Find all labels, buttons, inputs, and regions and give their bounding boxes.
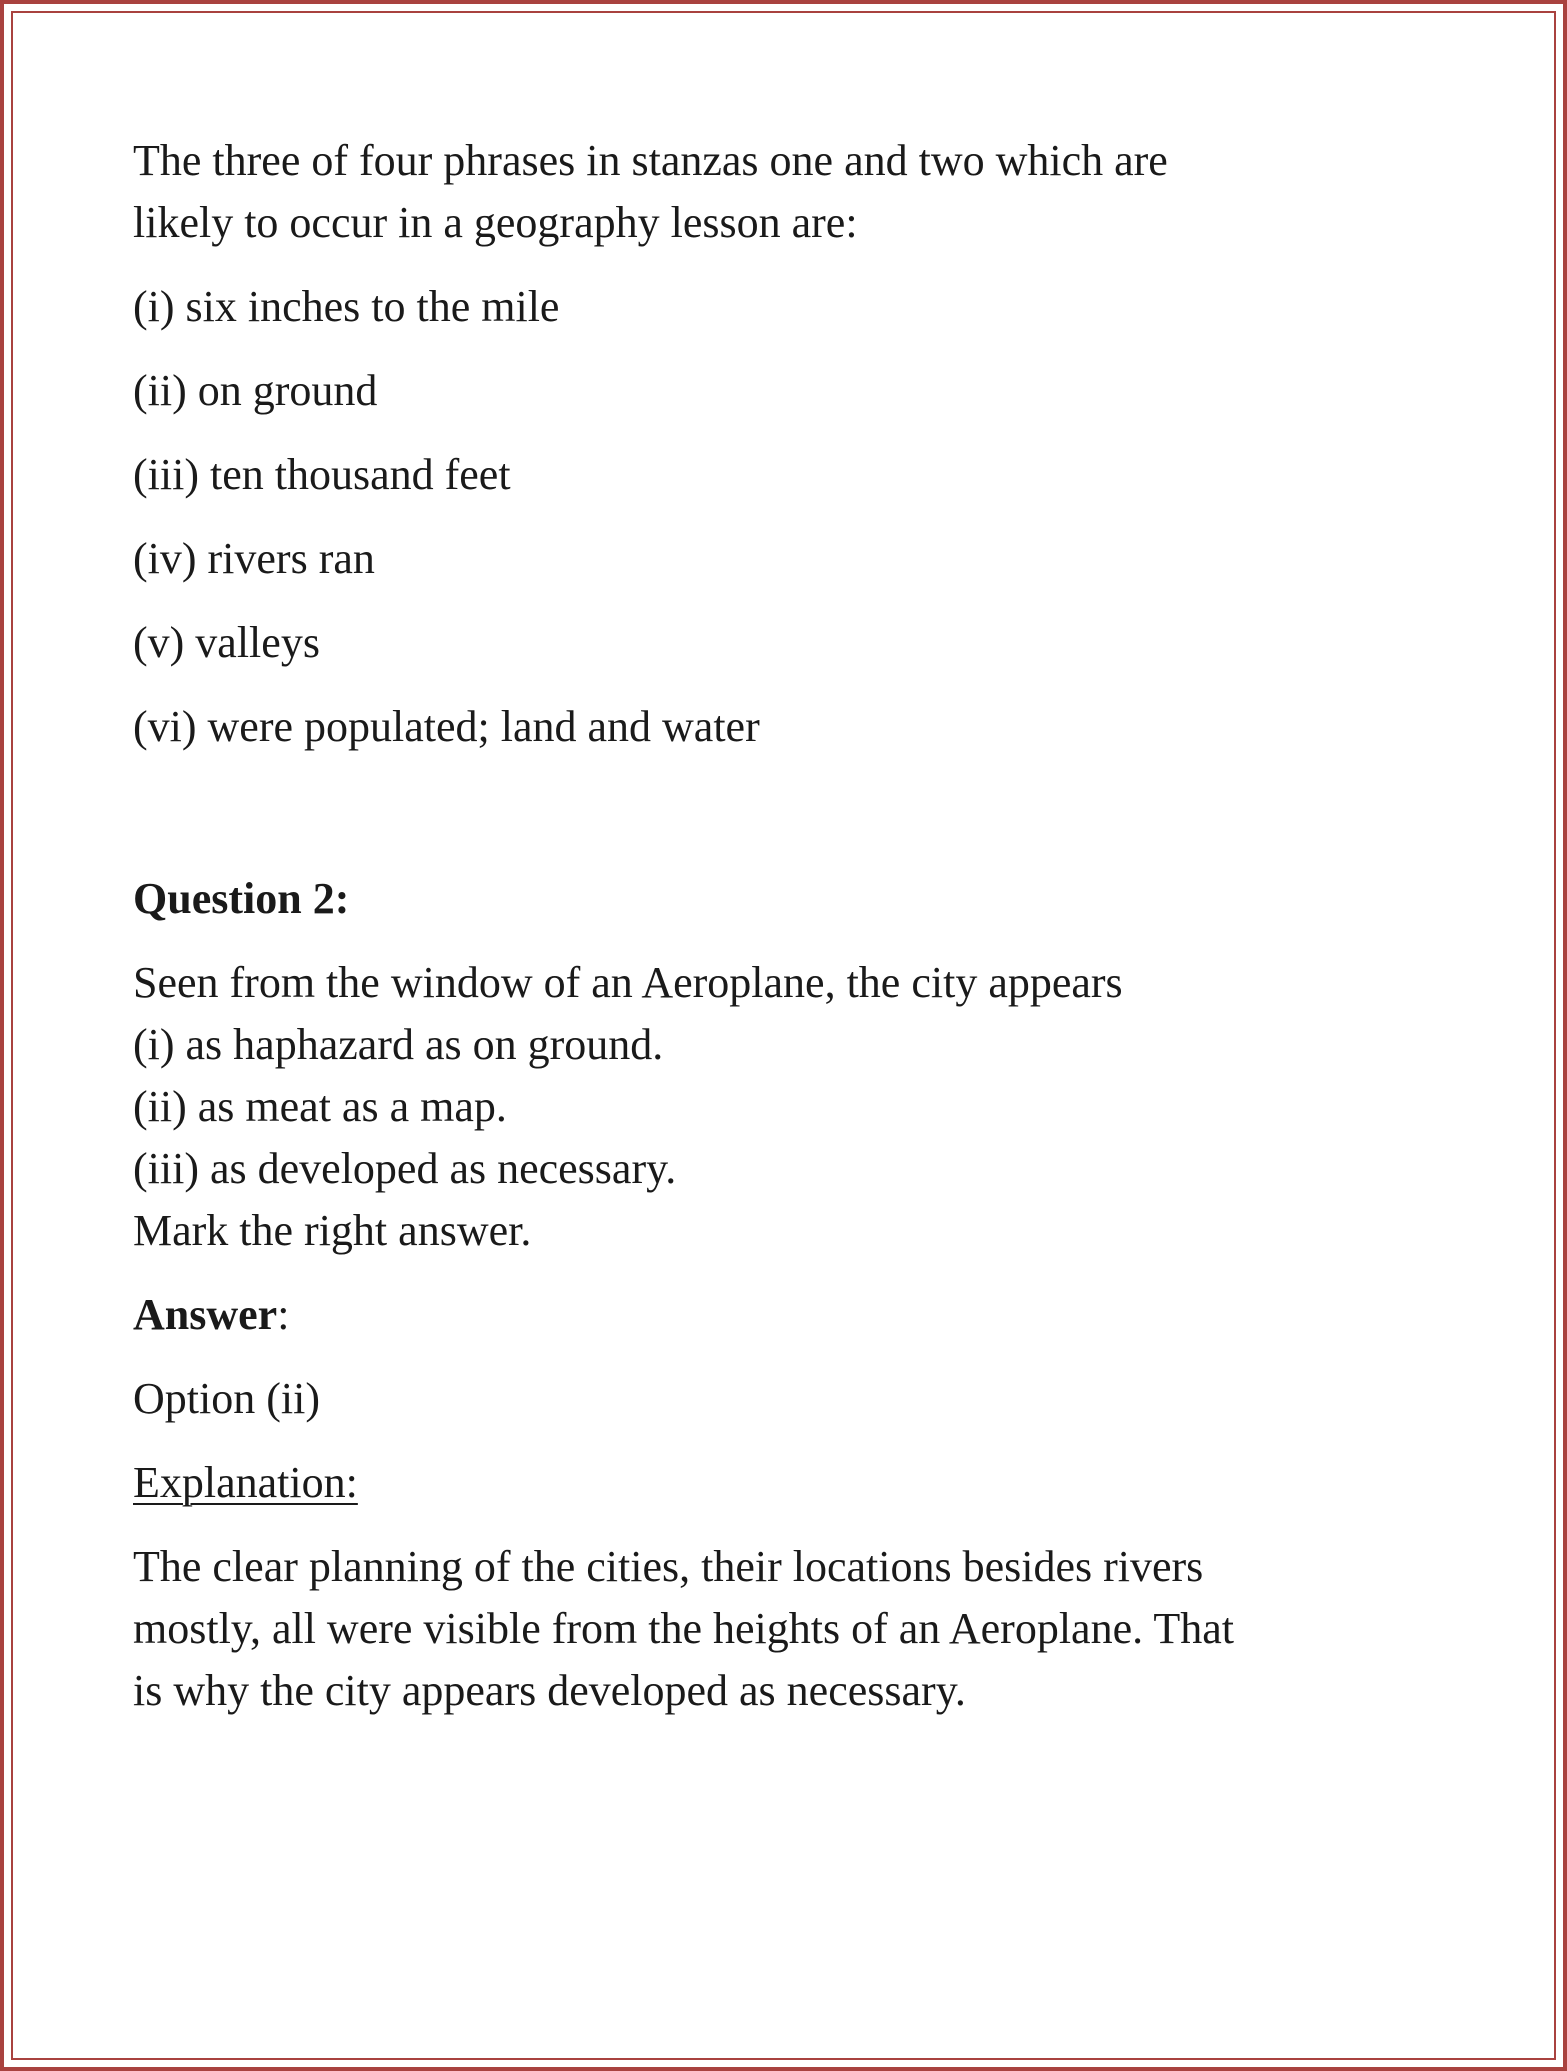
question-2-option: (ii) as meat as a map. <box>133 1082 507 1131</box>
explanation-heading <box>133 1452 1433 1514</box>
explanation-line-2: mostly, all were visible from the heights of an Aeroplane. That <box>133 1604 1234 1653</box>
explanation-line-3: is why the city appears developed as necessary. <box>133 1666 966 1715</box>
phrase-item: (vi) were populated; land and water <box>133 702 760 751</box>
phrase-list <box>133 276 1433 758</box>
explanation-line-1: The clear planning of the cities, their locations besides rivers <box>133 1542 1204 1591</box>
phrase-item: (ii) on ground <box>133 366 378 415</box>
phrase-item: (i) six inches to the mile <box>133 282 560 331</box>
phrase-item: (iv) rivers ran <box>133 534 375 583</box>
intro-line-2: likely to occur in a geography lesson are: <box>133 198 858 247</box>
answer-value: Option (ii) <box>133 1374 320 1423</box>
phrase-item: (v) valleys <box>133 618 320 667</box>
answer-heading <box>133 1284 1433 1346</box>
page-content <box>133 130 1433 1722</box>
question-2-instruction: Mark the right answer. <box>133 1206 532 1255</box>
question-2-option: (i) as haphazard as on ground. <box>133 1020 664 1069</box>
explanation-label: Explanation: <box>133 1458 358 1507</box>
question-2-body <box>133 952 1433 1262</box>
intro-line-1: The three of four phrases in stanzas one and two which are <box>133 136 1168 185</box>
explanation-body <box>133 1536 1433 1722</box>
question-2-heading: Question 2: <box>133 874 350 923</box>
question-2-stem: Seen from the window of an Aeroplane, the city appears <box>133 958 1123 1007</box>
answer-label: Answer <box>133 1290 278 1339</box>
answer-colon: : <box>277 1290 290 1339</box>
intro-paragraph <box>133 130 1433 254</box>
question-2-option: (iii) as developed as necessary. <box>133 1144 677 1193</box>
phrase-item: (iii) ten thousand feet <box>133 450 511 499</box>
